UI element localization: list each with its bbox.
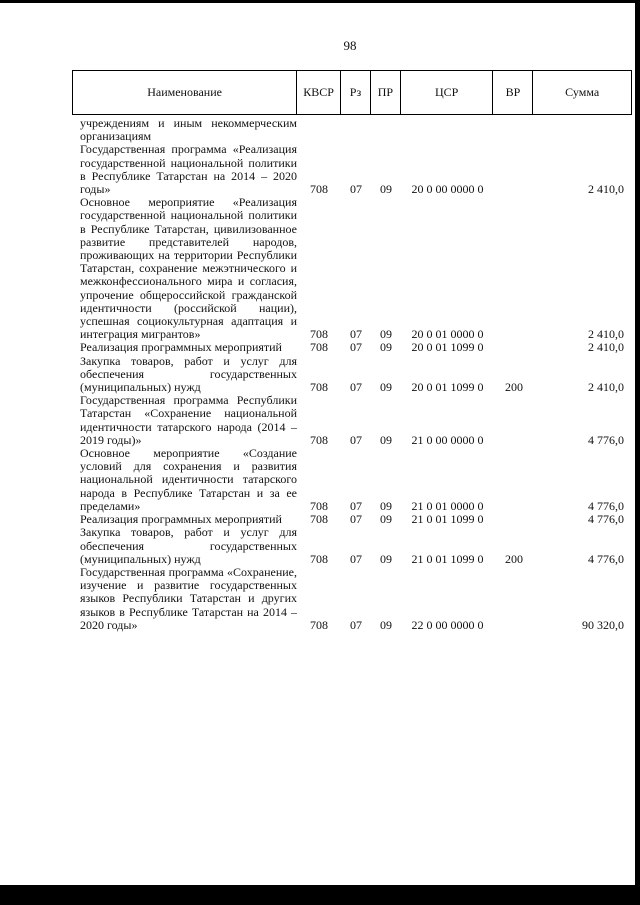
row-pr: 09 [380,327,392,342]
row-kvsr: 708 [310,498,328,513]
row-pr: 09 [380,380,392,395]
row-name: Основное мероприятие «Реализация государственной национальной политики в Республике Татарстан, цивилизованное развитие представителей народов, проживающих на территории Республики Татарстан, сохранение межэтнического и межконфессионального мира и согласия, упрочение общероссийской гражданской идентичности (российской нации), успешная социокультурная адаптация и интеграция мигрантов» [80,195,297,342]
table-row [72,394,632,447]
table-body [72,117,632,632]
row-kvsr: 708 [310,380,328,395]
row-kvsr: 708 [310,182,328,197]
row-csr: 21 0 00 0000 0 [411,432,484,447]
row-kvsr: 708 [310,340,328,355]
row-kvsr: 708 [310,327,328,342]
row-csr: 21 0 01 0000 0 [411,498,484,513]
table-row [72,447,632,513]
row-sum: 2 410,0 [588,340,624,355]
row-csr: 20 0 01 1099 0 [411,380,484,395]
row-csr: 22 0 00 0000 0 [411,617,484,632]
row-vr: 200 [505,380,523,395]
table-row [72,143,632,196]
row-rz: 07 [350,551,362,566]
header-vr: ВР [493,71,533,114]
header-pr: ПР [371,71,401,114]
row-rz: 07 [350,512,362,527]
header-sum: Сумма [565,85,600,99]
table-row [72,117,632,143]
row-rz: 07 [350,182,362,197]
row-rz: 07 [350,327,362,342]
row-name: учреждениям и иным некоммерческим организациям [80,116,297,144]
header-csr: ЦСР [401,71,494,114]
table-header [72,70,632,115]
row-vr: 200 [505,551,523,566]
row-name: Реализация программных мероприятий [80,512,282,527]
row-csr: 20 0 01 1099 0 [411,340,484,355]
row-sum: 4 776,0 [588,498,624,513]
table-row [72,526,632,566]
scan-edge-right [635,0,640,905]
row-name: Закупка товаров, работ и услуг для обеспечения государственных (муниципальных) нужд [80,525,297,566]
table-row [72,341,632,354]
row-kvsr: 708 [310,432,328,447]
header-name: Наименование [73,71,297,114]
row-rz: 07 [350,498,362,513]
header-kvsr: КВСР [297,71,341,114]
row-pr: 09 [380,432,392,447]
row-csr: 21 0 01 1099 0 [411,512,484,527]
page-number: 98 [343,38,357,53]
row-pr: 09 [380,551,392,566]
row-name: Реализация программных мероприятий [80,340,282,355]
row-pr: 09 [380,182,392,197]
row-name: Государственная программа Республики Татарстан «Сохранение национальной идентичности татарского народа (2014 – 2019 годы)» [80,393,297,447]
row-name: Закупка товаров, работ и услуг для обеспечения государственных (муниципальных) нужд [80,353,297,395]
table-row [72,355,632,395]
table-row [72,566,632,632]
row-kvsr: 708 [310,617,328,632]
row-csr: 21 0 01 1099 0 [411,551,484,566]
row-csr: 20 0 01 0000 0 [411,327,484,342]
row-name: Государственная программа «Реализация государственной национальной политики в Республике Татарстан на 2014 – 2020 годы» [80,142,297,197]
row-sum: 2 410,0 [588,380,624,395]
row-csr: 20 0 00 0000 0 [411,182,484,197]
row-sum: 4 776,0 [588,432,624,447]
row-sum: 2 410,0 [588,182,624,197]
row-name: Государственная программа «Сохранение, изучение и развитие государственных языков Республики Татарстан и других языков в Республике Татарстан на 2014 – 2020 годы» [80,564,297,632]
scan-edge-bottom [0,885,640,905]
row-sum: 2 410,0 [588,327,624,342]
row-sum: 4 776,0 [588,512,624,527]
row-name: Основное мероприятие «Создание условий для сохранения и развития национальной идентичности татарского народа в Республике Татарстан и за ее пределами» [80,446,297,513]
row-pr: 09 [380,617,392,632]
header-rz: Рз [341,71,371,114]
row-pr: 09 [380,498,392,513]
row-pr: 09 [380,512,392,527]
row-rz: 07 [350,380,362,395]
table-row [72,196,632,341]
row-kvsr: 708 [310,551,328,566]
row-rz: 07 [350,617,362,632]
row-rz: 07 [350,340,362,355]
row-pr: 09 [380,340,392,355]
row-kvsr: 708 [310,512,328,527]
row-rz: 07 [350,432,362,447]
row-sum: 90 320,0 [582,617,624,632]
scan-edge-top [0,0,640,3]
row-sum: 4 776,0 [588,551,624,566]
